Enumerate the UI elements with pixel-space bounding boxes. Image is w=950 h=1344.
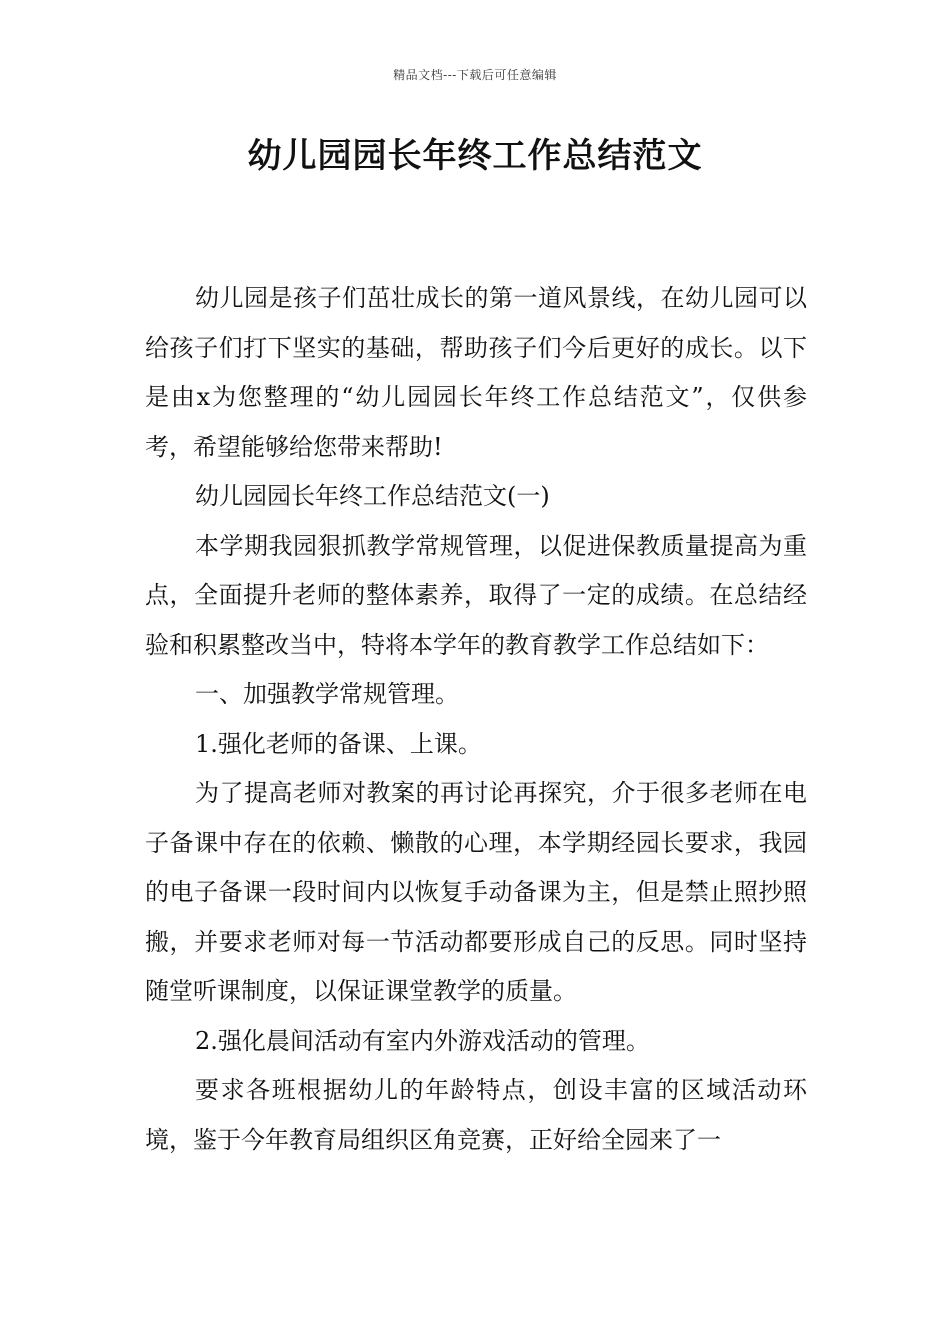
document-title: 幼儿园园长年终工作总结范文 — [247, 136, 703, 176]
paragraph-subtitle: 幼儿园园长年终工作总结范文(一) — [195, 482, 550, 510]
section-heading-1: 一、加强教学常规管理。 — [195, 680, 459, 708]
paragraph-activities: 要求各班根据幼儿的年龄特点，创设丰富的区域活动环境，鉴于今年教育局组织区角竞赛，正好给全园来了一 — [145, 1076, 807, 1154]
paragraph-intro: 幼儿园是孩子们茁壮成长的第一道风景线，在幼儿园可以给孩子们打下坚实的基础，帮助孩子们今后更好的成长。以下是由x为您整理的“幼儿园园长年终工作总结范文”，仅供参考，希望能够给您带来帮助! — [145, 284, 807, 461]
subsection-heading-2: 2.强化晨间活动有室内外游戏活动的管理。 — [195, 1026, 650, 1055]
paragraph-overview: 本学期我园狠抓教学常规管理，以促进保教质量提高为重点，全面提升老师的整体素养，取得了一定的成绩。在总结经验和积累整改当中，特将本学年的教育教学工作总结如下： — [145, 531, 807, 659]
subsection-heading-1: 1.强化老师的备课、上课。 — [195, 729, 482, 758]
header-note: 精品文档---下载后可任意编辑 — [393, 68, 557, 82]
paragraph-lesson-prep: 为了提高老师对教案的再讨论再探究，介于很多老师在电子备课中存在的依赖、懒散的心理，本学期经园长要求，我园的电子备课一段时间内以恢复手动备课为主，但是禁止照抄照搬，并要求老师对每一节活动都要形成自己的反思。同时坚持随堂听课制度，以保证课堂教学的质量。 — [145, 779, 807, 1005]
document-body — [145, 274, 807, 1165]
